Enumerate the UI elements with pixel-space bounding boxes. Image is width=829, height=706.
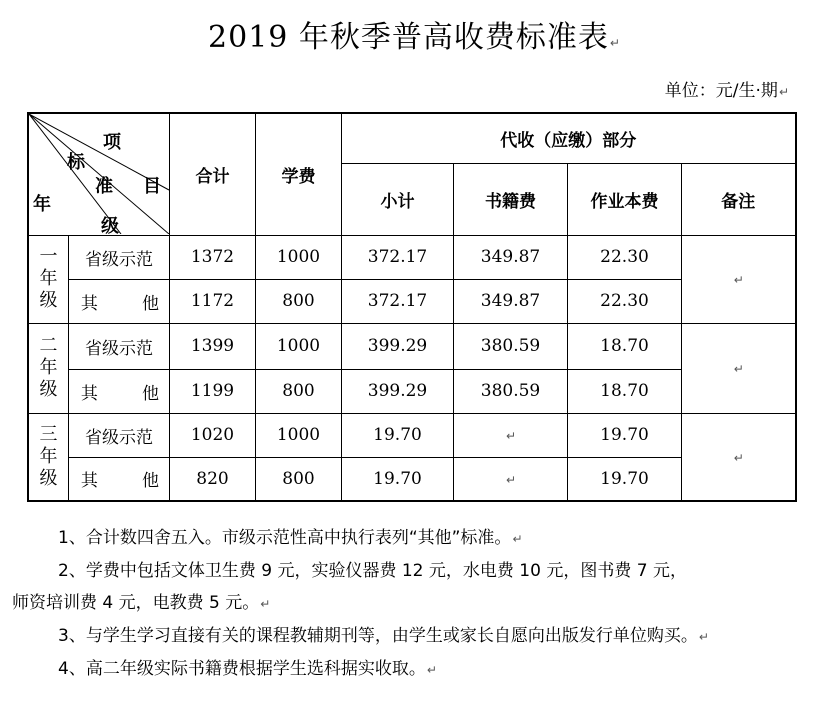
fee-table	[27, 112, 797, 502]
diag-label-std: 标	[67, 152, 85, 174]
header-collect: 代收（应缴）部分	[342, 113, 796, 163]
books-cell	[454, 457, 568, 501]
books-cell: 349.87	[454, 279, 568, 323]
grade-cell: 一年级	[28, 235, 68, 323]
books-cell	[454, 413, 568, 457]
diag-label-ji: 级	[101, 216, 119, 238]
pilcrow-mark: ↵	[733, 450, 744, 465]
pilcrow-mark: ↵	[505, 429, 517, 443]
tuition-cell: 1000	[256, 323, 342, 369]
tuition-cell: 800	[256, 279, 342, 323]
total-cell: 1399	[170, 323, 256, 369]
total-cell: 1172	[170, 279, 256, 323]
homework-cell: 18.70	[568, 369, 682, 413]
school-type-cell: 省级示范	[68, 323, 169, 369]
diag-label-item: 项	[103, 132, 121, 154]
tuition-cell: 1000	[256, 235, 342, 279]
books-cell: 380.59	[454, 323, 568, 369]
remark-cell	[682, 413, 796, 501]
school-type-cell: 省级示范	[68, 413, 169, 457]
school-type-cell: 其 他	[68, 279, 169, 323]
pilcrow-mark: ↵	[733, 273, 744, 287]
homework-cell: 22.30	[568, 235, 682, 279]
subtotal-cell: 372.17	[342, 279, 454, 323]
tuition-cell: 1000	[256, 413, 342, 457]
remark-cell	[682, 323, 796, 413]
subtotal-cell: 19.70	[342, 413, 454, 457]
subtotal-cell: 399.29	[342, 369, 454, 413]
note-2-continued: 师资培训费 4 元，电教费 5 元。↵	[12, 593, 271, 613]
pilcrow-mark: ↵	[698, 630, 709, 644]
subtotal-cell: 372.17	[342, 235, 454, 279]
diag-label-zhun: 准	[95, 176, 113, 198]
header-subtotal: 小计	[342, 163, 454, 235]
table-row	[28, 235, 796, 279]
pilcrow-mark: ↵	[609, 36, 621, 50]
unit-label: 单位：元/生·期↵	[664, 81, 789, 101]
homework-cell: 19.70	[568, 413, 682, 457]
note-3: 3、与学生学习直接有关的课程教辅期刊等，由学生或家长自愿向出版发行单位购买。↵	[58, 626, 709, 646]
remark-cell	[682, 235, 796, 323]
pilcrow-mark: ↵	[512, 532, 523, 546]
pilcrow-mark: ↵	[260, 597, 271, 611]
header-homework: 作业本费	[568, 163, 682, 235]
books-cell: 380.59	[454, 369, 568, 413]
notes-section	[0, 522, 800, 686]
table-row	[28, 369, 796, 413]
header-total: 合计	[170, 113, 256, 235]
header-tuition: 学费	[256, 113, 342, 235]
total-cell: 820	[170, 457, 256, 501]
page-title: 2019 年秋季普高收费标准表↵	[208, 20, 621, 55]
table-row	[28, 457, 796, 501]
pilcrow-mark: ↵	[733, 362, 744, 376]
homework-cell: 19.70	[568, 457, 682, 501]
note-2: 2、学费中包括文体卫生费 9 元，实验仪器费 12 元，水电费 10 元，图书费 7 元，	[58, 561, 687, 581]
note-1: 1、合计数四舍五入。市级示范性高中执行表列“其他”标准。↵	[58, 528, 523, 548]
subtotal-cell: 19.70	[342, 457, 454, 501]
homework-cell: 22.30	[568, 279, 682, 323]
grade-cell: 二年级	[28, 323, 68, 413]
header-remark: 备注	[682, 163, 796, 235]
homework-cell: 18.70	[568, 323, 682, 369]
subtotal-cell: 399.29	[342, 323, 454, 369]
pilcrow-mark: ↵	[505, 472, 517, 487]
note-4: 4、高二年级实际书籍费根据学生选科据实收取。↵	[58, 659, 437, 679]
total-cell: 1372	[170, 235, 256, 279]
table-row	[28, 323, 796, 369]
school-type-cell: 其 他	[68, 457, 169, 501]
table-row	[28, 413, 796, 457]
grade-cell: 三年级	[28, 413, 68, 501]
school-type-cell: 省级示范	[68, 235, 169, 279]
total-cell: 1199	[170, 369, 256, 413]
table-row	[28, 279, 796, 323]
pilcrow-mark: ↵	[426, 663, 437, 677]
pilcrow-mark: ↵	[778, 85, 789, 99]
tuition-cell: 800	[256, 457, 342, 501]
school-type-cell: 其 他	[68, 369, 169, 413]
diag-label-nian: 年	[33, 194, 51, 216]
books-cell: 349.87	[454, 235, 568, 279]
diag-label-mu: 目	[143, 176, 161, 198]
tuition-cell: 800	[256, 369, 342, 413]
header-books: 书籍费	[454, 163, 568, 235]
total-cell: 1020	[170, 413, 256, 457]
diagonal-header-cell	[28, 113, 170, 238]
